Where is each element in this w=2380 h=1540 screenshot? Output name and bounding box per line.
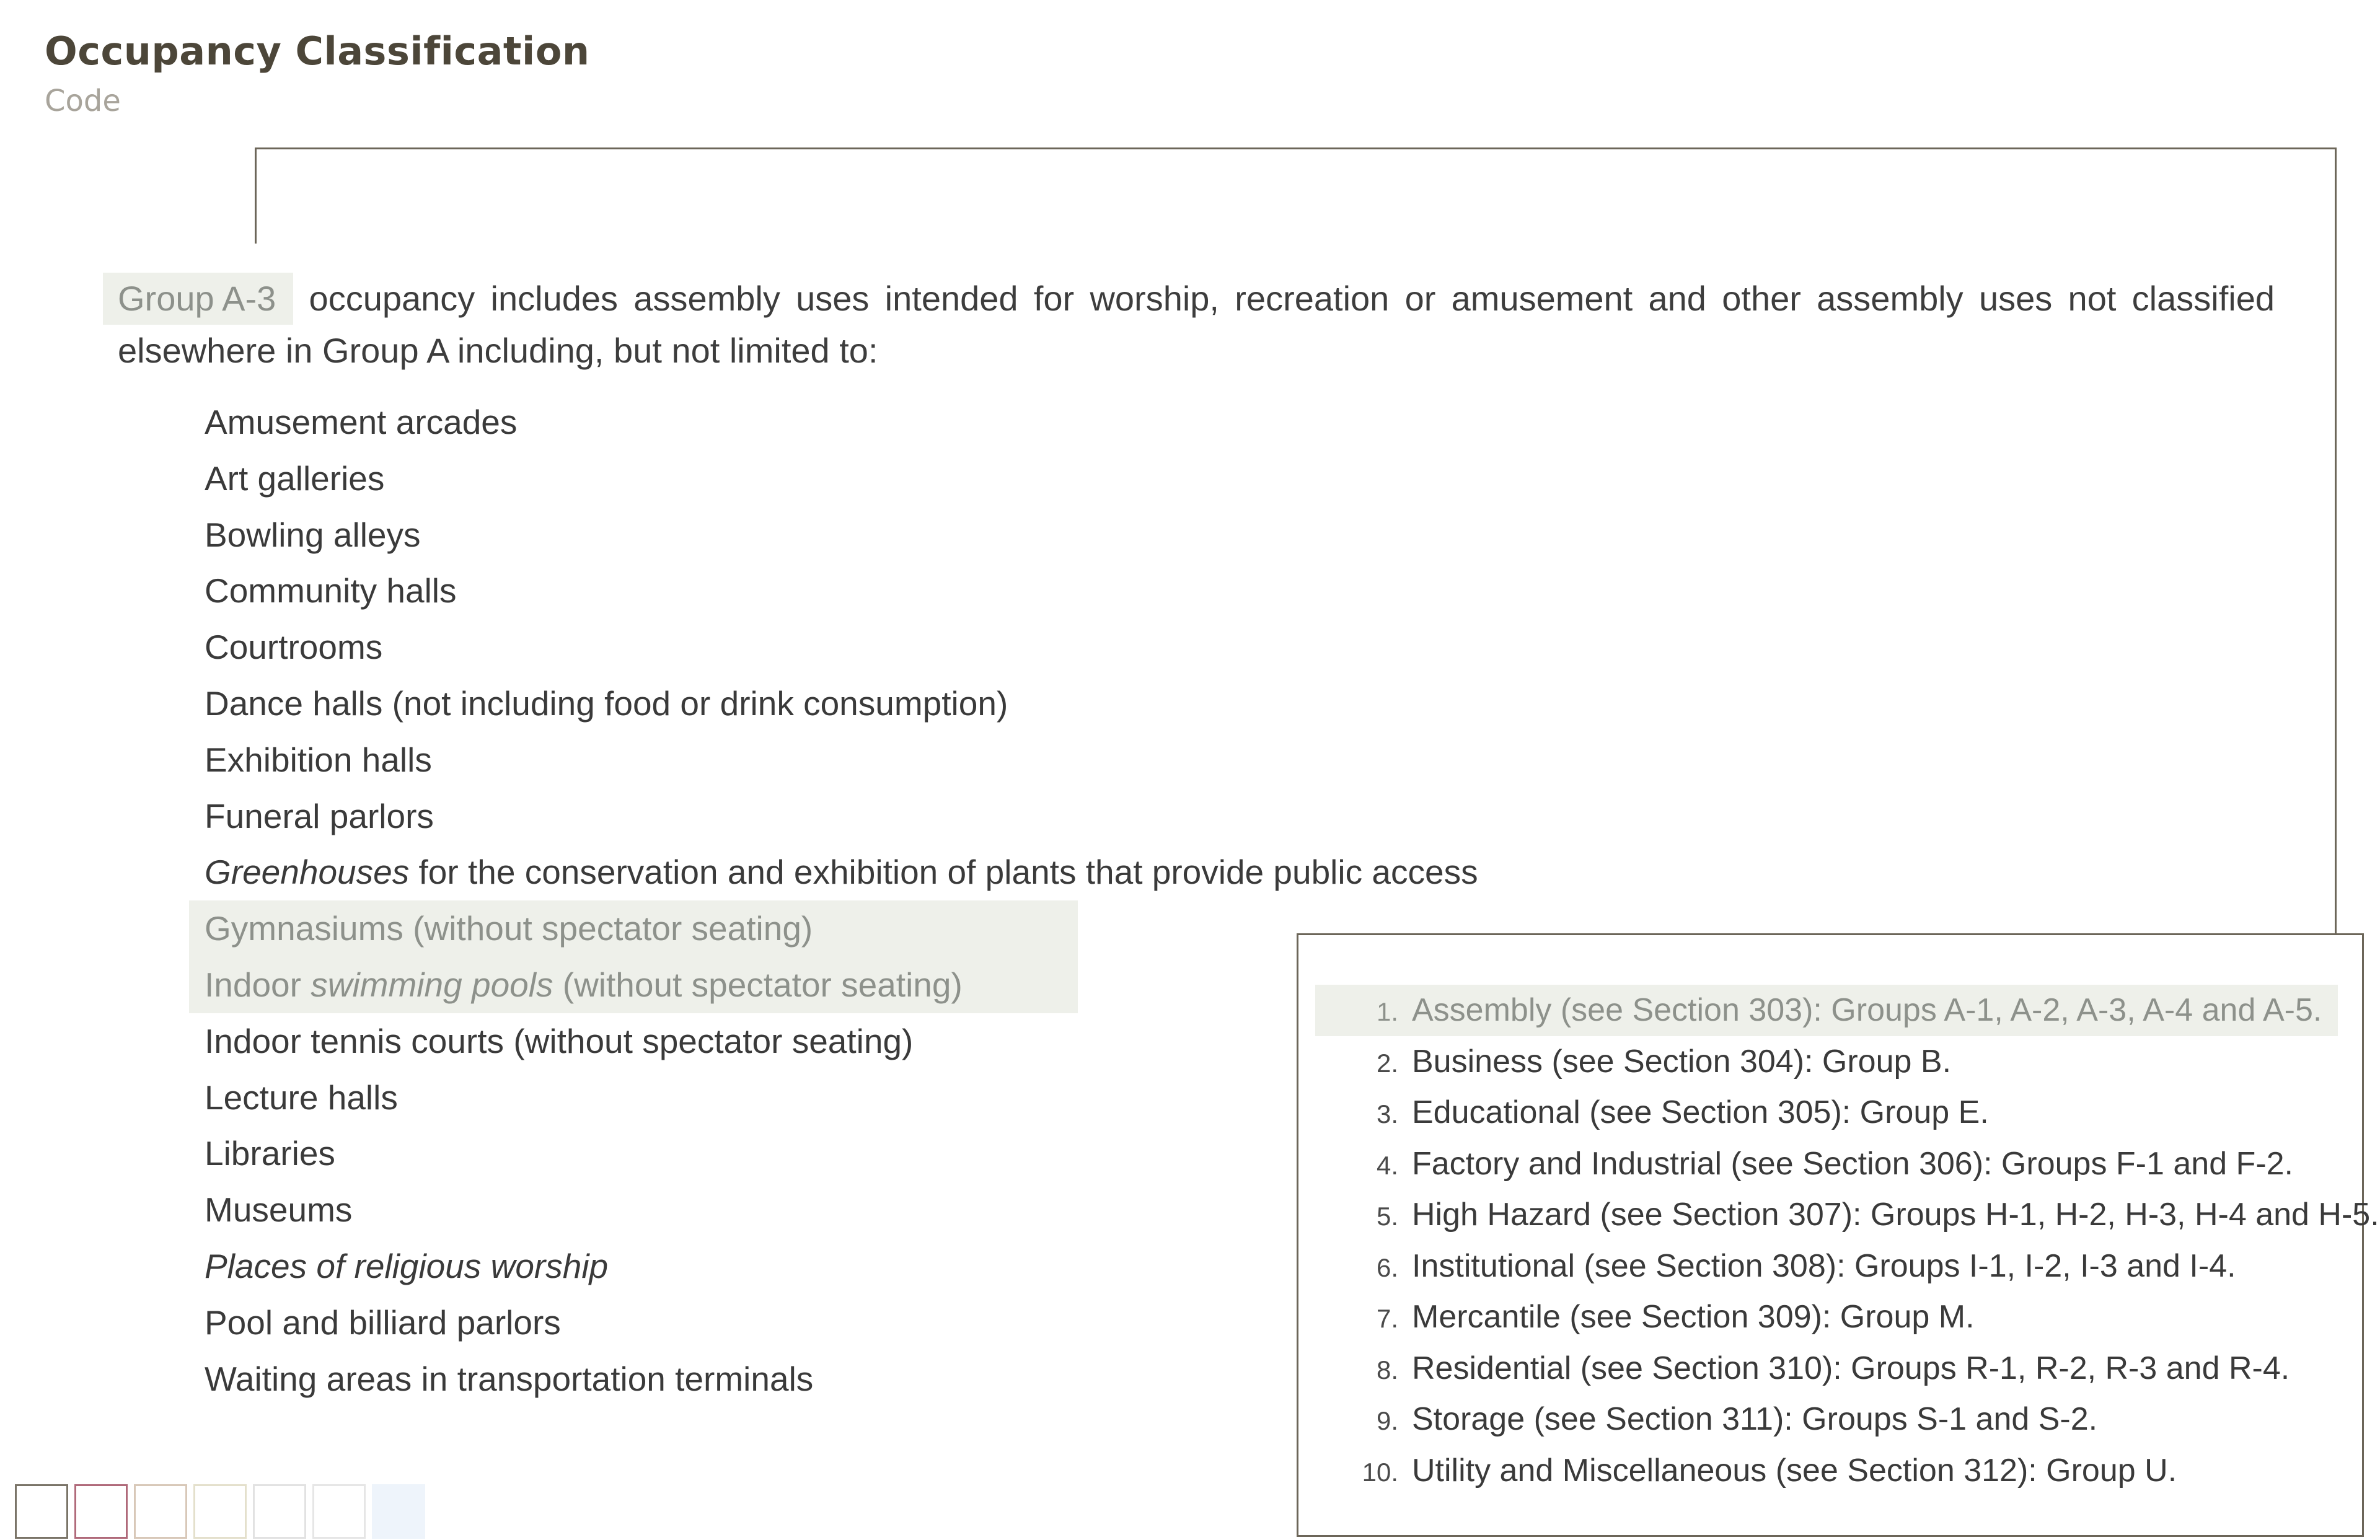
page-title: Occupancy Classification xyxy=(45,29,590,74)
item-text: Utility and Miscellaneous (see Section 312): Group U. xyxy=(1412,1452,2177,1489)
color-swatch[interactable] xyxy=(74,1484,128,1539)
use-list-item xyxy=(189,957,1078,1013)
item-number: 10. xyxy=(1362,1457,1398,1487)
group-a3-badge[interactable]: Group A-3 xyxy=(103,273,293,325)
item-text: Factory and Industrial (see Section 306): Groups F-1 and F-2. xyxy=(1412,1145,2294,1182)
use-text: (without spectator seating) xyxy=(553,965,963,1004)
use-text: Waiting areas in transportation terminals xyxy=(205,1359,814,1398)
use-text: Funeral parlors xyxy=(205,796,434,835)
item-number: 8. xyxy=(1376,1355,1398,1384)
item-number: 7. xyxy=(1376,1304,1398,1333)
use-list-item xyxy=(189,900,1078,957)
occupancy-group-item[interactable] xyxy=(1315,1189,2379,1241)
item-text: High Hazard (see Section 307): Groups H-1, H-2, H-3, H-4 and H-5. xyxy=(1412,1197,2379,1233)
color-swatch[interactable] xyxy=(372,1484,425,1539)
use-text-prefix: Indoor xyxy=(205,965,311,1004)
item-number: 3. xyxy=(1376,1099,1398,1129)
intro-text: occupancy includes assembly uses intended for worship, recreation or amusement and other assembly uses not classified elsewhere in Group A including, but not limited to: xyxy=(118,279,2275,370)
use-list-item xyxy=(189,732,1494,788)
color-swatch[interactable] xyxy=(253,1484,306,1539)
content-frame-left-border xyxy=(255,147,257,244)
use-list-item xyxy=(189,563,1494,619)
item-text: Residential (see Section 310): Groups R-1, R-2, R-3 and R-4. xyxy=(1412,1350,2290,1386)
item-text: Mercantile (see Section 309): Group M. xyxy=(1412,1299,1975,1335)
color-swatch[interactable] xyxy=(312,1484,366,1539)
use-text: Pool and billiard parlors xyxy=(205,1303,561,1342)
item-number: 6. xyxy=(1376,1252,1398,1282)
use-text: for the conservation and exhibition of plants that provide public access xyxy=(409,853,1478,892)
occupancy-group-item[interactable] xyxy=(1315,1036,2338,1088)
occupancy-groups-list xyxy=(1315,985,2379,1496)
item-number: 1. xyxy=(1376,997,1398,1026)
use-text: Lecture halls xyxy=(205,1078,398,1117)
occupancy-group-item[interactable] xyxy=(1315,1241,2338,1292)
use-text: Dance halls (not including food or drink consumption) xyxy=(205,684,1008,723)
item-text: Assembly (see Section 303): Groups A-1, A-2, A-3, A-4 and A-5. xyxy=(1412,992,2322,1028)
use-text: Bowling alleys xyxy=(205,515,421,554)
use-list-item xyxy=(189,451,1494,507)
use-text: Libraries xyxy=(205,1134,335,1173)
item-text: Institutional (see Section 308): Groups I-1, I-2, I-3 and I-4. xyxy=(1412,1247,2236,1284)
color-swatch[interactable] xyxy=(193,1484,247,1539)
use-list-item xyxy=(189,394,1494,451)
occupancy-group-item[interactable] xyxy=(1315,985,2338,1036)
color-swatch[interactable] xyxy=(134,1484,187,1539)
use-text: Art galleries xyxy=(205,459,385,498)
use-italic-term: Places of religious worship xyxy=(205,1246,609,1285)
item-number: 2. xyxy=(1376,1048,1398,1078)
occupancy-group-item[interactable] xyxy=(1315,1394,2338,1445)
use-text: Exhibition halls xyxy=(205,740,432,779)
use-text: Museums xyxy=(205,1190,353,1230)
color-swatch[interactable] xyxy=(15,1484,68,1539)
item-text: Storage (see Section 311): Groups S-1 and S-2. xyxy=(1412,1401,2098,1437)
use-list-item xyxy=(189,788,1494,845)
use-italic-term: Greenhouses xyxy=(205,853,410,892)
item-number: 4. xyxy=(1376,1150,1398,1180)
use-text: Indoor tennis courts (without spectator seating) xyxy=(205,1021,914,1060)
occupancy-group-item[interactable] xyxy=(1315,1343,2338,1394)
occupancy-group-item[interactable] xyxy=(1315,1291,2338,1343)
use-text: Gymnasiums (without spectator seating) xyxy=(205,909,813,948)
occupancy-group-item[interactable] xyxy=(1315,1087,2338,1138)
occupancy-group-item[interactable] xyxy=(1315,1445,2338,1497)
occupancy-groups-popup xyxy=(1297,933,2379,1537)
use-list-item xyxy=(189,675,1494,732)
use-text: Amusement arcades xyxy=(205,403,518,441)
item-number: 5. xyxy=(1376,1202,1398,1231)
item-text: Business (see Section 304): Group B. xyxy=(1412,1043,1952,1080)
content-frame-right-border xyxy=(2335,147,2337,935)
use-italic-term: swimming pools xyxy=(311,965,553,1004)
content-frame-top-border xyxy=(255,147,2336,149)
use-text: Community halls xyxy=(205,571,457,610)
item-number: 9. xyxy=(1376,1406,1398,1435)
occupancy-group-item[interactable] xyxy=(1315,1138,2338,1190)
use-list-item xyxy=(189,507,1494,563)
use-list-item xyxy=(189,844,1494,900)
page-subtitle: Code xyxy=(45,84,121,118)
item-text: Educational (see Section 305): Group E. xyxy=(1412,1094,1989,1130)
intro-paragraph xyxy=(118,273,2275,377)
use-list-item xyxy=(189,619,1494,675)
use-text: Courtrooms xyxy=(205,628,383,667)
